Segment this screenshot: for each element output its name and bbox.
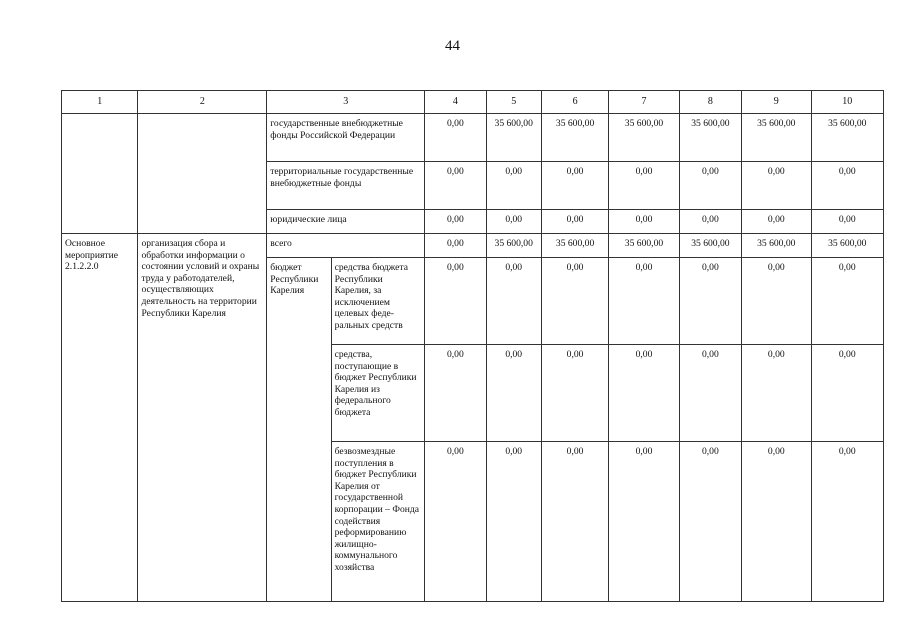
col-header-6: 6 — [541, 91, 608, 114]
value-cell: 35 600,00 — [486, 234, 541, 258]
measure-name: организация сбора и обработки информации о состоянии условий и охраны труда у работодателей, осуществляющих деятельность на территории Республики Карелия — [138, 234, 267, 602]
value-cell: 0,00 — [541, 210, 608, 234]
value-cell: 0,00 — [486, 345, 541, 442]
value-cell: 35 600,00 — [679, 234, 741, 258]
value-cell: 0,00 — [742, 162, 811, 210]
value-cell: 0,00 — [679, 162, 741, 210]
source-label: всего — [267, 234, 425, 258]
value-cell: 0,00 — [811, 345, 884, 442]
value-cell: 35 600,00 — [742, 114, 811, 162]
value-cell: 35 600,00 — [742, 234, 811, 258]
value-cell: 0,00 — [425, 234, 486, 258]
source-label: государственные внебюджетные фонды Российской Федерации — [267, 114, 425, 162]
value-cell: 35 600,00 — [609, 234, 679, 258]
col-header-10: 10 — [811, 91, 884, 114]
value-cell: 0,00 — [541, 345, 608, 442]
value-cell: 0,00 — [811, 162, 884, 210]
source-label: средства бюджета Республики Карелия, за исключением целевых феде-ральных средств — [331, 258, 425, 345]
value-cell: 0,00 — [679, 442, 741, 602]
budget-table — [61, 90, 884, 602]
header-row — [62, 91, 884, 114]
value-cell: 0,00 — [541, 442, 608, 602]
value-cell: 0,00 — [811, 442, 884, 602]
table-row — [62, 114, 884, 162]
col-header-7: 7 — [609, 91, 679, 114]
col-header-9: 9 — [742, 91, 811, 114]
table-row — [62, 234, 884, 258]
value-cell: 0,00 — [609, 345, 679, 442]
col-header-8: 8 — [679, 91, 741, 114]
col-header-2: 2 — [138, 91, 267, 114]
empty-cell — [138, 114, 267, 234]
col-header-5: 5 — [486, 91, 541, 114]
value-cell: 0,00 — [425, 210, 486, 234]
value-cell: 35 600,00 — [679, 114, 741, 162]
value-cell: 0,00 — [486, 210, 541, 234]
value-cell: 0,00 — [609, 210, 679, 234]
col-header-3: 3 — [267, 91, 425, 114]
value-cell: 0,00 — [425, 114, 486, 162]
value-cell: 0,00 — [486, 258, 541, 345]
source-label: средства, поступающие в бюджет Республики Карелия из федерального бюджета — [331, 345, 425, 442]
value-cell: 0,00 — [425, 162, 486, 210]
value-cell: 0,00 — [742, 345, 811, 442]
value-cell: 0,00 — [742, 258, 811, 345]
value-cell: 0,00 — [811, 210, 884, 234]
budget-group-label: бюджет Республики Карелия — [267, 258, 331, 602]
value-cell: 0,00 — [425, 345, 486, 442]
value-cell: 0,00 — [486, 162, 541, 210]
col-header-1: 1 — [62, 91, 138, 114]
value-cell: 35 600,00 — [486, 114, 541, 162]
value-cell: 0,00 — [609, 162, 679, 210]
value-cell: 35 600,00 — [811, 234, 884, 258]
value-cell: 0,00 — [425, 258, 486, 345]
page-number: 44 — [445, 38, 460, 54]
value-cell: 0,00 — [742, 210, 811, 234]
value-cell: 35 600,00 — [541, 114, 608, 162]
value-cell: 0,00 — [742, 442, 811, 602]
value-cell: 0,00 — [486, 442, 541, 602]
measure-type: Основное мероприятие 2.1.2.2.0 — [62, 234, 138, 602]
value-cell: 0,00 — [679, 258, 741, 345]
empty-cell — [62, 114, 138, 234]
source-label: безвозмездные поступления в бюджет Республики Карелия от государственной корпорации – Фонда содействия реформированию жилищно-коммунального хозяйства — [331, 442, 425, 602]
value-cell: 0,00 — [609, 442, 679, 602]
col-header-4: 4 — [425, 91, 486, 114]
value-cell: 0,00 — [541, 258, 608, 345]
value-cell: 35 600,00 — [541, 234, 608, 258]
value-cell: 0,00 — [679, 345, 741, 442]
value-cell: 35 600,00 — [811, 114, 884, 162]
value-cell: 0,00 — [541, 162, 608, 210]
source-label: юридические лица — [267, 210, 425, 234]
value-cell: 35 600,00 — [609, 114, 679, 162]
value-cell: 0,00 — [425, 442, 486, 602]
source-label: территориальные государственные внебюджетные фонды — [267, 162, 425, 210]
value-cell: 0,00 — [609, 258, 679, 345]
value-cell: 0,00 — [679, 210, 741, 234]
value-cell: 0,00 — [811, 258, 884, 345]
